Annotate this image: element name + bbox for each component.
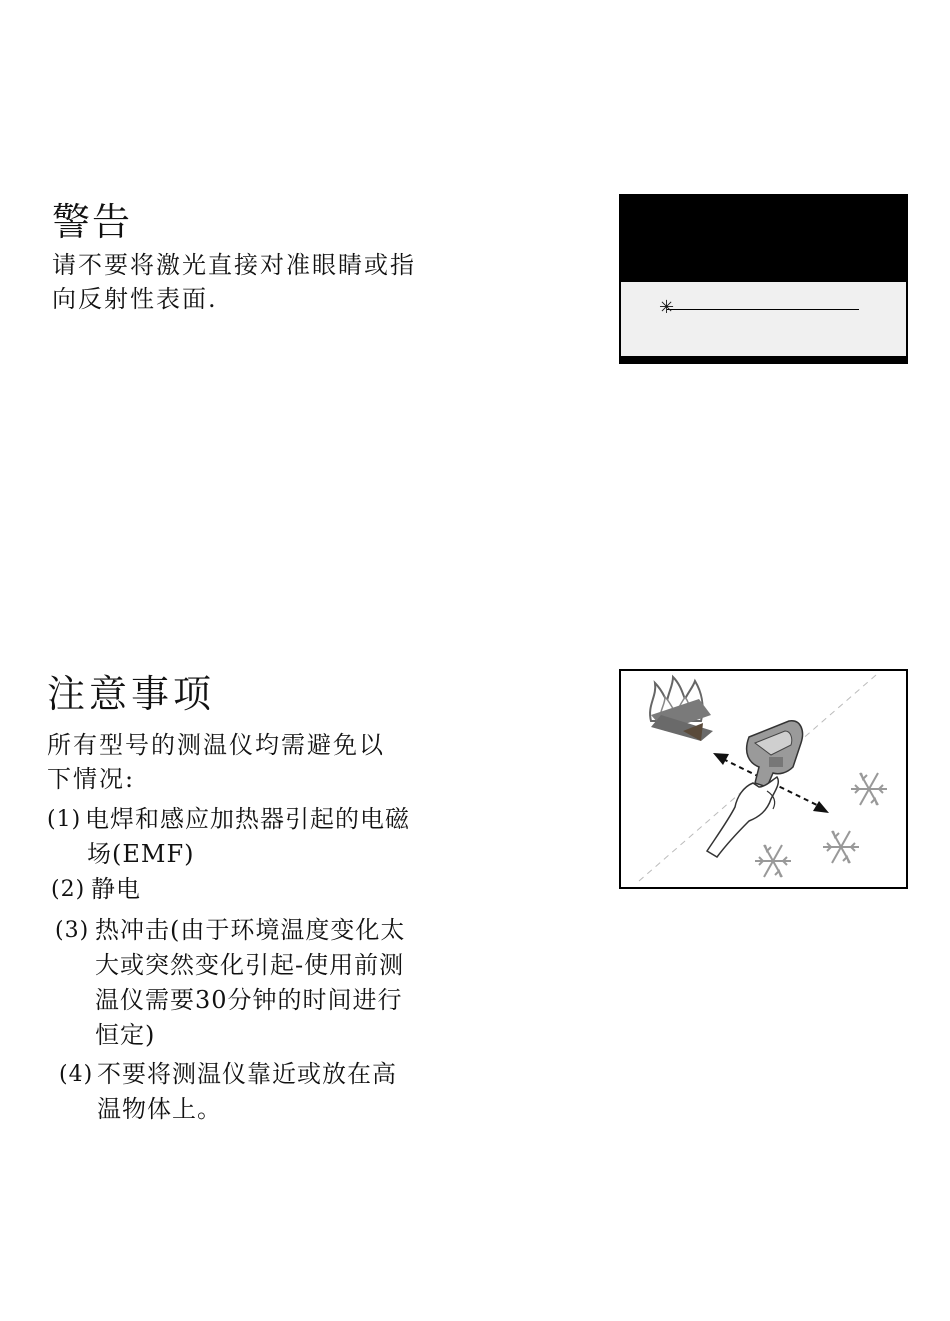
laser-star-icon: ✳ [659, 297, 675, 318]
warning-section [52, 200, 416, 316]
intro-line: 所有型号的测温仪均需避免以 [47, 731, 385, 759]
list-item [59, 1057, 459, 1127]
item-number: (4) [59, 1062, 94, 1087]
item-line: 热冲击(由于环境温度变化太 [95, 916, 406, 944]
item-line: 恒定) [95, 1021, 156, 1049]
warning-line: 请不要将激光直接对准眼睛或指 [52, 251, 416, 279]
flame-icon [650, 677, 713, 741]
item-number: (3) [55, 918, 90, 943]
item-line: 电焊和感应加热器引起的电磁 [85, 805, 410, 833]
warning-title: 警告 [52, 200, 133, 244]
thermometer-gun-icon [747, 721, 803, 787]
usage-illustration [619, 669, 908, 889]
item-line: 温仪需要30分钟的时间进行 [95, 986, 403, 1014]
precautions-intro [47, 728, 447, 796]
list-item [55, 913, 455, 1053]
warning-text [52, 248, 416, 316]
hand-icon [707, 777, 778, 857]
item-line: 静电 [91, 875, 141, 903]
laser-label-top-band [621, 196, 906, 282]
item-line: 不要将测温仪靠近或放在高 [97, 1060, 397, 1088]
list-item [51, 872, 451, 907]
intro-line: 下情况: [47, 765, 136, 793]
item-number: (1) [47, 807, 82, 832]
item-line: 大或突然变化引起-使用前测 [95, 951, 405, 979]
precautions-section [47, 672, 447, 1127]
list-item [47, 802, 447, 872]
precautions-title: 注意事项 [47, 672, 216, 716]
item-number: (2) [51, 877, 86, 902]
usage-illustration-graphic [621, 671, 906, 887]
laser-warning-figure [619, 194, 908, 364]
item-line: 温物体上。 [97, 1095, 222, 1123]
item-line: 场(EMF) [87, 840, 195, 868]
warning-line: 向反射性表面. [52, 285, 218, 313]
laser-label-middle-band [621, 282, 906, 358]
laser-label-bottom-band [621, 356, 906, 362]
laser-beam-line [667, 309, 859, 310]
